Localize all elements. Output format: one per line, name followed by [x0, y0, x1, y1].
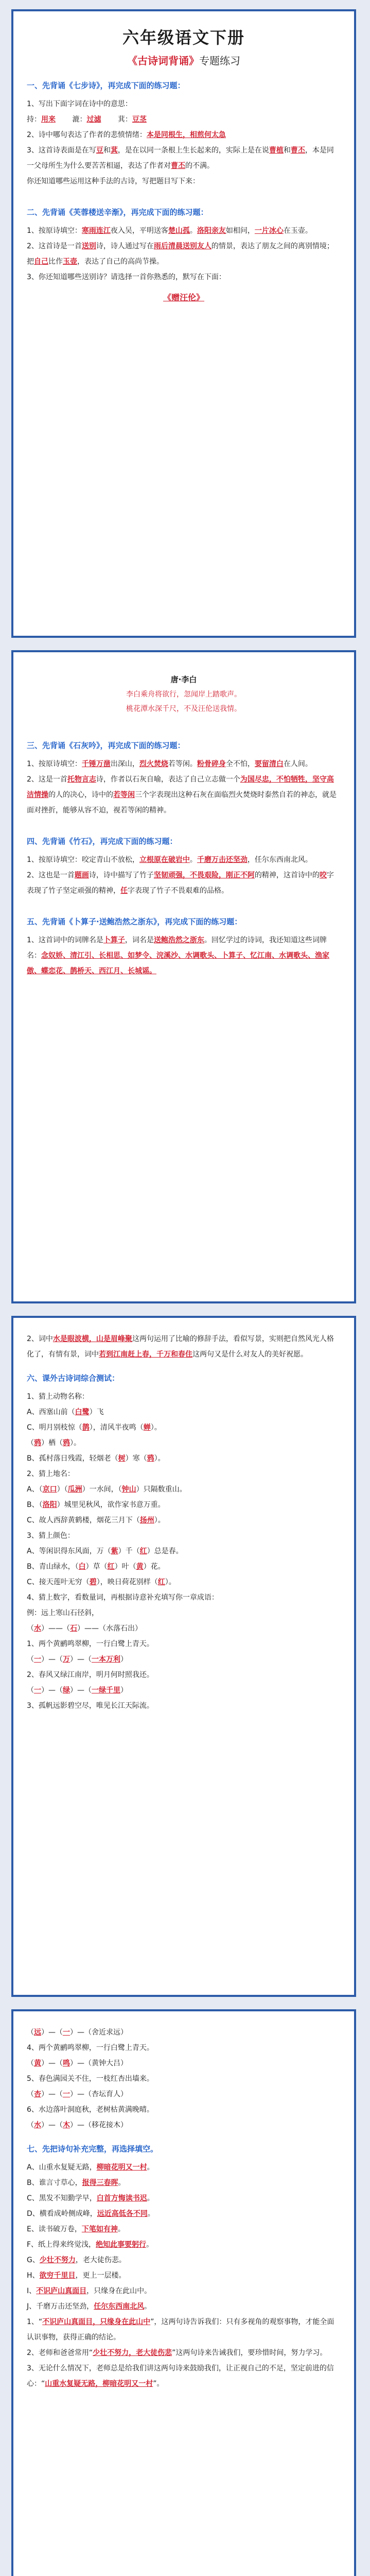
question-text: ）花。 — [143, 1563, 165, 1571]
question-text: ）。 — [150, 1423, 162, 1432]
answer: 千锤万凿 — [81, 760, 111, 768]
question: 5、春色满园关不住，一枝红杏出墙来。 — [27, 2075, 154, 2083]
question-text: A、（ — [27, 1485, 43, 1494]
answer: 洛阳 — [42, 1501, 57, 1509]
question-text: J、千磨万击还坚劲， — [27, 2302, 94, 2311]
question: A、山重水复疑无路，柳暗花明又一村。 — [27, 2163, 154, 2172]
answer: 坚韧顽强，不畏艰险，刚正不阿 — [153, 871, 255, 879]
answer: 雨后清晨送别友 — [153, 242, 204, 250]
question-text: ），映日荷花别样（ — [96, 1578, 158, 1586]
worksheet-panel-2 — [11, 650, 356, 1303]
question-text: 诗，诗人通过写在 — [96, 242, 154, 250]
answer: 鸦 — [34, 1439, 41, 1447]
answer: 鸦 — [63, 1439, 70, 1447]
question: C、黑发不知勤学早，白首方悔读书迟。 — [27, 2194, 154, 2202]
question-text: 2、诗中哪句表达了作者的悲愤情绪： — [27, 131, 147, 139]
question-text: ，表达了自己的高尚节操。 — [77, 258, 164, 266]
question-label: 萁： — [117, 115, 132, 124]
answer: 扬州 — [139, 1516, 154, 1524]
question-text: 2、这也是一首 — [27, 871, 75, 879]
question — [27, 1331, 341, 1362]
question-text: A、等闲识得东风面，万（ — [27, 1547, 111, 1555]
answer: 白鹭 — [75, 1408, 90, 1416]
question-text: ）——（ — [41, 1624, 70, 1633]
question — [27, 2345, 341, 2361]
answer: 人 — [204, 242, 212, 250]
answer: 一 — [63, 2028, 70, 2037]
answer-line — [27, 2087, 341, 2102]
answer: 用来 — [41, 115, 56, 124]
answer: 鹊 — [82, 1423, 90, 1432]
question-text: ）。 — [70, 1439, 81, 1447]
answer: 玉壶 — [63, 258, 77, 266]
question-text: 2、词中 — [27, 1335, 53, 1343]
question-text: ）总是春。 — [147, 1547, 183, 1555]
answer: 远 — [34, 2028, 41, 2037]
answer: 为国尽忠，不怕牺牲，坚守高洁情操 — [27, 775, 334, 799]
page-subtitle — [27, 53, 341, 67]
answer: 欲穷千里目 — [39, 2272, 76, 2280]
answer: 一本万利 — [92, 1655, 120, 1664]
answer: 鸣 — [63, 2059, 70, 2067]
question-text: 1、按原诗填空：咬定青山不放松， — [27, 856, 139, 864]
question — [27, 1559, 341, 1574]
poem-line: 李白乘舟将欲行，忽闻岸上踏歌声。 — [126, 690, 241, 699]
question-text: I、 — [27, 2287, 37, 2295]
answer: 送鲍浩然之浙东 — [153, 936, 204, 944]
question-label: 持： — [27, 115, 41, 124]
question: 1、两个黄鹂鸣翠柳，一行白鹭上青天。 — [27, 1640, 154, 1648]
section-heading: 四、先背诵《竹石》，再完成下面的练习题： — [27, 837, 178, 846]
answer: 红 — [107, 1563, 115, 1571]
question-text: ）寒（ — [125, 1454, 147, 1463]
answer: 树 — [118, 1454, 126, 1463]
question-text: 的情景，表达了朋友之间的离别情境；把 — [27, 242, 334, 266]
answer: 楚山孤 — [168, 227, 190, 235]
question-text: ）栖（ — [41, 1439, 63, 1447]
answer: 念奴娇、清江引、长相思、如梦令、浣溪沙、水调歌头、卜算子、忆江南、水调歌头、渔家傲、蝶恋花、鹊桥天、西江月、长城谣。 — [27, 952, 329, 975]
question — [27, 1497, 341, 1513]
answer: 豆茎 — [132, 115, 147, 124]
question — [27, 868, 341, 899]
answer: 卜算子 — [103, 936, 125, 944]
answer: 任 — [120, 887, 128, 895]
question-text: 如相问， — [225, 227, 255, 235]
question-text: ）千（ — [118, 1547, 140, 1555]
section-heading: 六、课外古诗词综合测试： — [27, 1374, 120, 1383]
answer: 一 — [34, 1655, 41, 1664]
question: 1、按原诗填空：寒雨连江夜入吴，平明送客楚山孤。洛阳亲友如相问，一片冰心在玉壶。 — [27, 227, 312, 235]
question: 4、猜上数字，看数量词，再根据诗意补充填写你一章成语： — [27, 1594, 219, 1602]
question — [27, 143, 341, 174]
question-label: 漉： — [72, 115, 87, 124]
question-text: B、（ — [27, 1501, 43, 1509]
question-text: （ — [27, 2121, 34, 2129]
answer: 黄 — [136, 1563, 144, 1571]
question — [27, 2252, 341, 2268]
answer: 寒雨连江 — [81, 227, 111, 235]
question-text: ）—（ — [41, 2090, 63, 2098]
question-text: 三个字表现出这种石灰在面临烈火焚烧时泰然自若的神态，就是面对挫折，能够从容不迫，视若等闲的精神。 — [27, 791, 337, 815]
question-text: ”，这两句诗告诉我们：只有多视角的观察事物，才能全面认识事物，获得正确的结论。 — [27, 2318, 334, 2342]
answer: 一绿千里 — [92, 1686, 120, 1694]
question-text: 1、按原诗填空： — [27, 227, 82, 235]
question-text: A、西塞山前（ — [27, 1408, 75, 1416]
question — [27, 933, 341, 979]
question — [27, 2314, 341, 2345]
answer: 远近高低各不同 — [97, 2210, 148, 2218]
question: 1、按原诗填空：咬定青山不放松，立根原在破岩中。千磨万击还坚劲，任尔东西南北风。 — [27, 856, 312, 864]
section-heading: 三、先背诵《石灰吟》，再完成下面的练习题： — [27, 741, 185, 750]
answer: 要留清白 — [254, 760, 284, 768]
question-text: 2、老师和爸爸常用“ — [27, 2349, 93, 2357]
question-text: 1、按原诗填空： — [27, 760, 82, 768]
question: 6、水边落叶洞庭秋，老树枯黄满晚晴。 — [27, 2106, 154, 2114]
section-heading: 七、先把诗句补充完整，再选择填空。 — [27, 2144, 158, 2154]
question: 例：远上寒山石径斜， — [27, 1609, 99, 1617]
question-text: ）—（移花接木） — [70, 2121, 128, 2129]
question-text: 字表现了竹子坚定顽强的精神， — [27, 871, 334, 895]
question — [27, 2268, 341, 2283]
answer: 紫 — [111, 1547, 118, 1555]
answer: 石 — [70, 1624, 77, 1633]
answer: 托物言志 — [67, 775, 96, 784]
question-text: 的不满。 — [185, 162, 214, 170]
question — [27, 772, 341, 818]
answer: 不识庐山真面目 — [36, 2287, 87, 2295]
answer-block — [27, 291, 341, 303]
page-title: 六年级语文下册 — [122, 28, 245, 47]
question-text: 夜入吴，平明送客 — [110, 227, 168, 235]
question-text: ）—（黄钟大吕） — [70, 2059, 128, 2067]
answer: 绿 — [63, 1686, 70, 1694]
poem-title: 唐·李白 — [170, 675, 197, 684]
question-text: 的人的决心，诗中的 — [48, 791, 113, 799]
question-text: ”这两句诗来告诫我们，要珍惜时间，努力学习。 — [172, 2349, 327, 2357]
question: 3、猜上颜色： — [27, 1532, 75, 1540]
question-text: 在人间。 — [283, 760, 312, 768]
answer-line — [27, 112, 341, 127]
question: 1、猜上动物名称： — [27, 1393, 89, 1401]
question-text: ，老大徒伤悲。 — [75, 2256, 126, 2264]
question-text: ）叶（ — [114, 1563, 136, 1571]
question-text: ，任尔东西南北风。 — [247, 856, 312, 864]
question-text: 这两句运用了比喻的修辞手法，看似写景，实则把自然风光人格化了，有情有景，词中 — [27, 1335, 334, 1359]
question-text: G、 — [27, 2256, 40, 2264]
question-text: 和 — [283, 146, 291, 155]
answer-line — [27, 2056, 341, 2071]
answer-line — [27, 2025, 341, 2040]
answer: 红 — [139, 1547, 147, 1555]
answer: 京口 — [42, 1485, 57, 1494]
answer: 白 — [78, 1563, 86, 1571]
question-text: ，是在以同一条根上生长起来的，实际上是在说 — [117, 146, 269, 155]
question-text: B、孤村落日残霞，轻烟老（ — [27, 1454, 118, 1463]
question-text: C、故人西辞黄鹤楼，烟花三月下（ — [27, 1516, 140, 1524]
question: 3、你还知道哪些送别诗？请选择一首你熟悉的，默写在下面： — [27, 273, 226, 281]
question: D、横看成岭侧成峰，远近高低各不同。 — [27, 2210, 155, 2218]
question-text: 2、这首诗是一首 — [27, 242, 82, 250]
poem-line: 桃花潭水深千尺，不及汪伦送我情。 — [126, 705, 241, 713]
question-text: F、纸上得来终觉浅， — [27, 2241, 96, 2249]
question: 你还知道哪些运用这种手法的古诗，写把题目写下来： — [27, 177, 200, 185]
answer: 过滤 — [86, 115, 101, 124]
question — [27, 2361, 341, 2392]
question-text: 3、无论什么情况下，老师总是给我们讲这两句诗来鼓励我们，让正视自己的不足，坚定前进的信心：“ — [27, 2364, 334, 2388]
question — [27, 1435, 341, 1451]
question-text: ）（ — [57, 1485, 68, 1494]
question — [27, 1574, 341, 1590]
answer: 山重水复疑无路，柳暗花明又一村 — [45, 2380, 153, 2388]
answer: 曹丕 — [171, 162, 185, 170]
question: 4、两个黄鹂鸣翠柳，一行白鹭上青天。 — [27, 2044, 154, 2052]
answer: 咬 — [319, 871, 327, 879]
question-text: 诗，诗中描写了竹子 — [89, 871, 154, 879]
answer-line: （一）—（万）—（一本万利） — [27, 1655, 128, 1664]
question-text: ）—（杏坛育人） — [70, 2090, 128, 2098]
answer: 萁 — [110, 146, 118, 155]
question-text: C、接天莲叶无穷（ — [27, 1578, 90, 1586]
answer: 洛阳亲友 — [197, 227, 226, 235]
worksheet-panel-1 — [11, 9, 356, 638]
answer: 《赠汪伦》 — [163, 293, 204, 302]
answer: 钟山 — [121, 1485, 136, 1494]
question — [27, 1482, 341, 1497]
answer-line — [27, 2117, 341, 2133]
poem-block — [27, 672, 341, 716]
answer: 蝉 — [143, 1423, 151, 1432]
question-text: （ — [27, 1624, 34, 1633]
answer: 白首方悔读书迟 — [96, 2194, 147, 2202]
subtitle-highlight: 《古诗词背诵》 — [127, 55, 199, 67]
question-text: （ — [27, 2028, 34, 2037]
question-text: ，本是同一父母所生为什么要苦苦相逼，表达了作者对 — [27, 146, 334, 170]
question-text: 出深山， — [110, 760, 139, 768]
question-text: 2、这是一首 — [27, 775, 67, 784]
answer: 立根原在破岩中 — [139, 856, 190, 864]
question-text: ）—（ — [41, 2059, 63, 2067]
question-text: （ — [27, 2059, 34, 2067]
question-text: 在玉壶。 — [283, 227, 312, 235]
question-text: ），清风半夜鸣（ — [89, 1423, 144, 1432]
answer: 一 — [34, 1686, 41, 1694]
answer: 水 — [34, 1624, 41, 1633]
answer: 下笔如有神 — [81, 2225, 118, 2233]
answer: 送别 — [81, 242, 96, 250]
question-text: ）——（水落石出） — [77, 1624, 142, 1633]
section-heading: 二、先背诵《芙蓉楼送辛渐》，再完成下面的练习题： — [27, 208, 208, 217]
question — [27, 239, 341, 269]
question: B、谁言寸草心，报得三春晖。 — [27, 2179, 126, 2187]
answer: 万 — [63, 1655, 70, 1664]
answer: 曹丕 — [290, 146, 305, 155]
question-text: ）。 — [154, 1516, 165, 1524]
answer: 绝知此事要躬行 — [96, 2241, 147, 2249]
question-text: ，词名是 — [125, 936, 154, 944]
worksheet-panel-3 — [11, 1316, 356, 1997]
question-text: ）。 — [154, 1454, 165, 1463]
question-text: 全不怕， — [225, 760, 255, 768]
question-text: 诗，作者以石灰自喻，表达了自己立志做一个 — [96, 775, 240, 784]
answer: 不识庐山真面目，只缘身在此山中 — [42, 2318, 151, 2326]
question-text: 3、这首诗表面是在写 — [27, 146, 96, 155]
answer: 题画 — [74, 871, 89, 879]
answer: 一 — [63, 2090, 70, 2098]
answer: 杏 — [34, 2090, 41, 2098]
answer: 黄 — [34, 2059, 41, 2067]
question-text: ）—（ — [41, 2028, 63, 2037]
question-text: ，只缘身在此山中。 — [86, 2287, 152, 2295]
question: J、千磨万击还坚劲，任尔东西南北风。 — [27, 2302, 152, 2311]
question-text: ）。 — [165, 1578, 176, 1586]
question-text: ）—（舍近求远） — [70, 2028, 128, 2037]
question-text: （ — [27, 1439, 34, 1447]
question-text: 这两句又是什么对友人的美好祝愿。 — [192, 1350, 308, 1359]
question-text: ，更上一层楼。 — [75, 2272, 126, 2280]
question-text: B、谁言寸草心， — [27, 2179, 82, 2187]
question-text: ）飞 — [89, 1408, 104, 1416]
answer: 曹植 — [269, 146, 284, 155]
section-heading: 五、先背诵《卜算子·送鲍浩然之浙东》，再完成下面的练习题： — [27, 917, 242, 926]
question — [27, 1513, 341, 1528]
question-text: 的精神，这首诗中的 — [254, 871, 320, 879]
answer: 木 — [63, 2121, 70, 2129]
answer: 红 — [157, 1578, 165, 1586]
question-text: 字表现了竹子不畏艰难的品格。 — [128, 887, 228, 895]
answer: 瓜洲 — [67, 1485, 82, 1494]
question: 2、猜上地名： — [27, 1470, 75, 1478]
subtitle-rest: 专题练习 — [199, 55, 240, 67]
question — [27, 1544, 341, 1559]
question-text: 1、这首词中的词牌名是 — [27, 936, 103, 944]
question-text: D、横看成岭侧成峰， — [27, 2210, 97, 2218]
answer: 一片冰心 — [254, 227, 284, 235]
answer: 水 — [34, 2121, 41, 2129]
question: 1、写出下面字词在诗中的意思： — [27, 100, 132, 108]
question-text: 和 — [103, 146, 111, 155]
question: 3、孤帆远影碧空尽，唯见长江天际流。 — [27, 1702, 154, 1710]
answer: 鸦 — [147, 1454, 154, 1463]
answer: 任尔东西南北风 — [94, 2302, 145, 2311]
question-text: C、黑发不知勤学早， — [27, 2194, 97, 2202]
question — [27, 1621, 341, 1636]
answer: 碧 — [89, 1578, 97, 1586]
answer: 报得三春晖 — [82, 2179, 118, 2187]
answer: 水是眼波横，山是眉峰聚 — [52, 1335, 132, 1343]
question-text: 比作 — [48, 258, 63, 266]
answer: 自己 — [34, 258, 48, 266]
answer: 烈火焚烧 — [139, 760, 168, 768]
question-text: B、青山绿水，（ — [27, 1563, 79, 1571]
section-heading: 一、先背诵《七步诗》，再完成下面的练习题： — [27, 81, 185, 90]
question-text: ）草（ — [85, 1563, 108, 1571]
question: F、纸上得来终觉浅，绝知此事要躬行。 — [27, 2241, 154, 2249]
answer: 本是同根生，相煎何太急 — [146, 131, 226, 139]
answer: 柳暗花明又一村 — [96, 2163, 147, 2172]
question — [27, 1451, 341, 1466]
question-text: （ — [27, 2090, 34, 2098]
question-text: ）一水间，（ — [82, 1485, 122, 1494]
question-text: ）—（ — [41, 2121, 63, 2129]
answer: 粉骨碎身 — [197, 760, 226, 768]
question-text: 若等闲。 — [168, 760, 197, 768]
question — [27, 1404, 341, 1420]
question: E、读书破万卷，下笔如有神。 — [27, 2225, 125, 2233]
answer: 少壮不努力，老大徒伤悲 — [93, 2349, 172, 2357]
question-text: 。回忆学过的诗词，我还知道这些词牌名： — [27, 936, 327, 960]
answer: 少壮不努力 — [39, 2256, 76, 2264]
question — [27, 1420, 341, 1435]
question-text: ）城里见秋风，欲作家书意万重。 — [57, 1501, 165, 1509]
answer-line: （一）—（绿）—（一绿千里） — [27, 1686, 128, 1694]
question — [27, 2283, 341, 2299]
question-text: C、明月别枝惊（ — [27, 1423, 82, 1432]
question — [27, 756, 341, 772]
question-text: ）只隔数重山。 — [136, 1485, 187, 1494]
question-text: ”。 — [153, 2380, 164, 2388]
question-text: E、读书破万卷， — [27, 2225, 82, 2233]
question-text: 1、“ — [27, 2318, 43, 2326]
question-text: H、 — [27, 2272, 40, 2280]
answer: 若等闲 — [113, 791, 135, 799]
answer: 豆 — [96, 146, 103, 155]
question: 2、春风又绿江南岸，明月何时照我还。 — [27, 1671, 154, 1679]
question-text: A、山重水复疑无路， — [27, 2163, 97, 2172]
answer: 若到江南赶上春，千万和春住 — [99, 1350, 192, 1359]
answer: 千磨万击还坚劲 — [197, 856, 248, 864]
worksheet-panel-4 — [11, 2009, 356, 2576]
question — [27, 127, 341, 143]
